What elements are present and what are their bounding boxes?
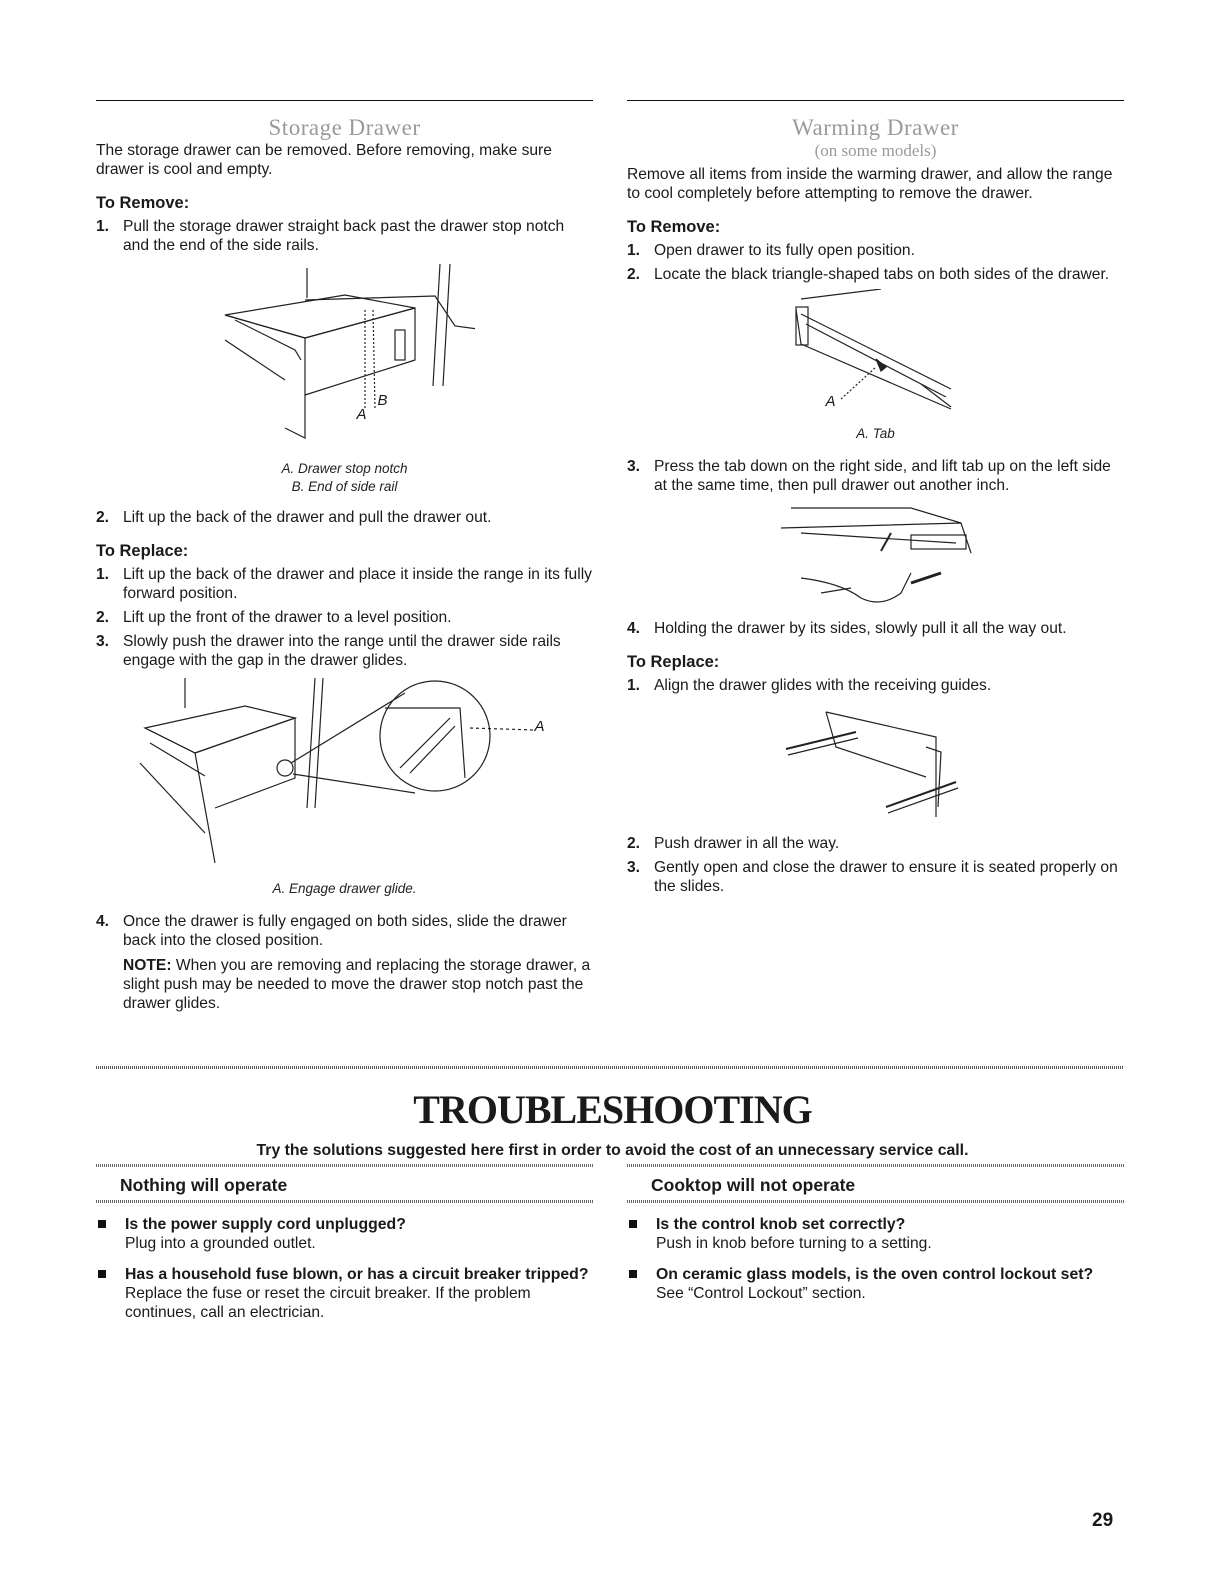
step-text: Align the drawer glides with the receiving guides.: [654, 677, 992, 694]
step: [627, 858, 1124, 896]
step: [96, 608, 593, 627]
replace-heading: To Replace:: [627, 653, 720, 671]
intro-text: The storage drawer can be removed. Before removing, make sure drawer is cool and empty.: [96, 142, 552, 178]
step: [627, 619, 1124, 638]
step: [96, 217, 593, 255]
replace-steps: [627, 676, 1124, 695]
issue-item: [96, 1265, 593, 1322]
issue-question: On ceramic glass models, is the oven control lockout set?: [656, 1266, 1094, 1283]
nothing-operates-panel: [96, 1164, 593, 1334]
step-number: 4.: [627, 620, 641, 637]
page-number: 29: [1092, 1510, 1114, 1531]
step: [627, 676, 1124, 695]
figure-caption: A. Drawer stop notch: [281, 461, 408, 476]
drawer-tab-illustration: [781, 289, 971, 419]
bullet-icon: [629, 1270, 637, 1278]
align-glides-illustration: [776, 707, 976, 822]
step-number: 3.: [627, 859, 641, 876]
issue-solution: Push in knob before turning to a setting.: [656, 1235, 932, 1252]
bullet-icon: [629, 1220, 637, 1228]
label-a: A: [825, 393, 836, 410]
heading-bar: [627, 1200, 1124, 1203]
remove-heading: To Remove:: [96, 194, 190, 212]
issue-solution: Plug into a grounded outlet.: [125, 1235, 316, 1252]
step: [627, 834, 1124, 853]
remove-steps: [627, 241, 1124, 284]
note-label: NOTE:: [123, 957, 172, 974]
issue-solution: See “Control Lockout” section.: [656, 1285, 866, 1302]
step-text: Holding the drawer by its sides, slowly pull it all the way out.: [654, 620, 1067, 637]
issue-list: [96, 1215, 593, 1322]
step-number: 2.: [96, 609, 110, 626]
intro-text: Remove all items from inside the warming drawer, and allow the range to cool completely before attempting to remove the drawer.: [627, 166, 1113, 202]
engage-glide-figure: [135, 678, 555, 868]
storage-drawer-section: [96, 100, 593, 1018]
step-text: Lift up the front of the drawer to a level position.: [123, 609, 452, 626]
bullet-icon: [98, 1270, 106, 1278]
remove-steps: [96, 217, 593, 255]
label-b: B: [377, 392, 388, 409]
section-title: Warming Drawer: [792, 115, 959, 140]
section-rule: [96, 100, 593, 101]
replace-steps: [96, 912, 593, 1013]
note: [123, 956, 593, 1013]
step-text: Lift up the back of the drawer and place it inside the range in its fully forward position.: [123, 566, 592, 602]
step-text: Slowly push the drawer into the range until the drawer side rails engage with the gap in the drawer glides.: [123, 633, 561, 669]
step-number: 2.: [96, 509, 110, 526]
pull-drawer-illustration: [761, 503, 991, 613]
step-text: Locate the black triangle-shaped tabs on both sides of the drawer.: [654, 266, 1110, 283]
step-text: Once the drawer is fully engaged on both sides, slide the drawer back into the closed position.: [123, 913, 567, 949]
step-text: Lift up the back of the drawer and pull the drawer out.: [123, 509, 492, 526]
replace-steps: [96, 565, 593, 670]
align-glides-figure: [776, 707, 976, 822]
issue-list: [627, 1215, 1124, 1303]
remove-steps: [627, 457, 1124, 495]
figure-caption: A. Engage drawer glide.: [272, 881, 417, 896]
step-number: 3.: [627, 458, 641, 475]
step: [96, 912, 593, 1013]
panel-heading: Nothing will operate: [120, 1175, 288, 1195]
cooktop-panel: [627, 1164, 1124, 1315]
step-text: Press the tab down on the right side, and lift tab up on the left side at the same time, then pull drawer out another inch.: [654, 458, 1111, 494]
step-text: Gently open and close the drawer to ensure it is seated properly on the slides.: [654, 859, 1118, 895]
issue-item: [96, 1215, 593, 1253]
step: [627, 457, 1124, 495]
section-title: Storage Drawer: [268, 115, 421, 140]
tab-figure: [781, 289, 971, 419]
note-text: When you are removing and replacing the storage drawer, a slight push may be needed to move the drawer stop notch past the drawer glides.: [123, 957, 591, 1012]
label-a: A: [534, 718, 545, 735]
issue-question: Has a household fuse blown, or has a circuit breaker tripped?: [125, 1266, 589, 1283]
step-number: 4.: [96, 913, 110, 930]
step-number: 1.: [627, 677, 641, 694]
remove-steps: [96, 508, 593, 527]
heading-bar: [96, 1200, 593, 1203]
issue-solution: Replace the fuse or reset the circuit breaker. If the problem continues, call an electrician.: [125, 1285, 531, 1321]
step: [96, 632, 593, 670]
label-a: A: [356, 406, 367, 423]
engage-glide-illustration: [135, 678, 555, 868]
section-subtitle: (on some models): [814, 141, 937, 160]
drawer-stop-illustration: [215, 260, 475, 460]
issue-question: Is the control knob set correctly?: [656, 1216, 906, 1233]
issue-item: [627, 1265, 1124, 1303]
troubleshooting-subtitle: Try the solutions suggested here first in order to avoid the cost of an unnecessary service call.: [256, 1142, 969, 1159]
step-number: 2.: [627, 266, 641, 283]
step-text: Pull the storage drawer straight back past the drawer stop notch and the end of the side rails.: [123, 218, 565, 254]
step: [627, 265, 1124, 284]
step-number: 3.: [96, 633, 110, 650]
step-number: 1.: [627, 242, 641, 259]
remove-heading: To Remove:: [627, 218, 721, 236]
replace-steps: [627, 834, 1124, 896]
step-text: Open drawer to its fully open position.: [654, 242, 915, 259]
drawer-stop-figure: [215, 260, 475, 460]
troubleshooting-title: TROUBLESHOOTING: [413, 1087, 812, 1132]
figure-caption: B. End of side rail: [291, 479, 398, 494]
section-divider: [96, 1066, 1124, 1069]
step: [627, 241, 1124, 260]
section-rule: [627, 100, 1124, 101]
panel-heading: Cooktop will not operate: [651, 1175, 856, 1195]
replace-heading: To Replace:: [96, 542, 189, 560]
pull-drawer-figure: [761, 503, 991, 613]
issue-question: Is the power supply cord unplugged?: [125, 1216, 406, 1233]
step: [96, 565, 593, 603]
step-number: 1.: [96, 218, 110, 235]
bullet-icon: [98, 1220, 106, 1228]
warming-drawer-section: [627, 100, 1124, 901]
step-number: 2.: [627, 835, 641, 852]
remove-steps: [627, 619, 1124, 638]
issue-item: [627, 1215, 1124, 1253]
step: [96, 508, 593, 527]
step-text: Push drawer in all the way.: [654, 835, 840, 852]
step-number: 1.: [96, 566, 110, 583]
figure-caption: A. Tab: [856, 426, 895, 441]
